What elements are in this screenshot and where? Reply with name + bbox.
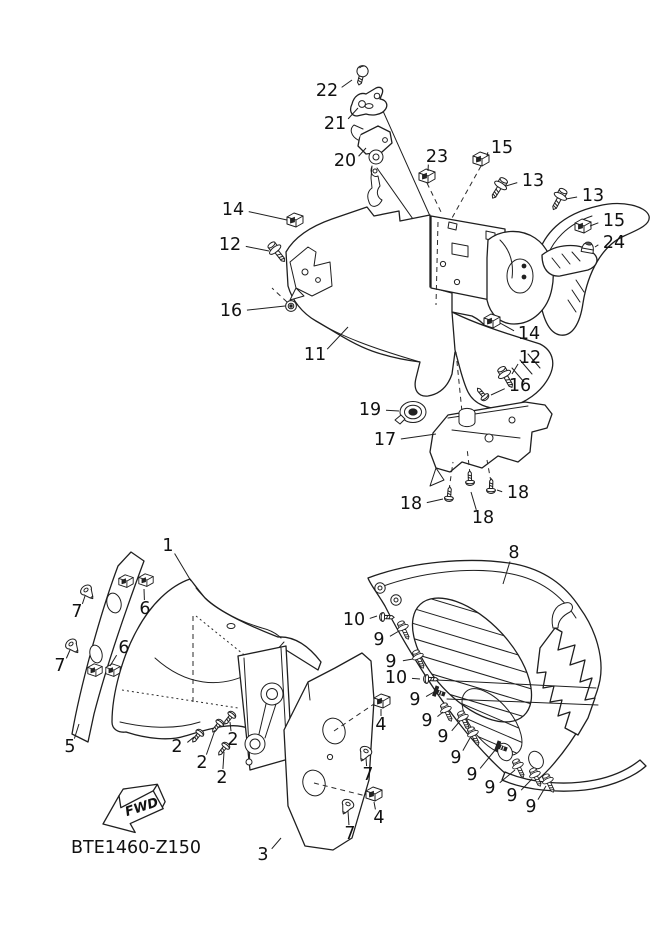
callout-label-14-9: 14 (221, 200, 245, 220)
fastener-screw-7b (64, 637, 83, 656)
callout-label-2-28: 2 (227, 730, 239, 750)
fastener-screw-18c (486, 479, 495, 494)
callout-label-2-29: 2 (196, 753, 208, 773)
callout-label-17-17: 17 (373, 430, 397, 450)
callout-label-9-44: 9 (450, 748, 462, 768)
drawing-code: BTE1460-Z150 (71, 838, 201, 858)
callout-label-9-39: 9 (385, 652, 397, 672)
callout-label-18-19: 18 (506, 483, 530, 503)
callout-label-9-42: 9 (421, 711, 433, 731)
fastener-clip-4a (374, 694, 390, 708)
callout-label-20-2: 20 (333, 151, 357, 171)
callout-label-6-25: 6 (118, 638, 130, 658)
callout-label-7-32: 7 (362, 765, 374, 785)
callout-label-13-5: 13 (521, 171, 545, 191)
callout-label-12-10: 12 (218, 235, 242, 255)
callout-label-4-33: 4 (373, 808, 385, 828)
callout-leader-13-6 (566, 197, 577, 199)
fwd-arrow (95, 778, 172, 841)
callout-label-2-30: 2 (216, 768, 228, 788)
callout-leader-9-44 (463, 738, 470, 751)
callout-label-21-1: 21 (323, 114, 347, 134)
callout-leader-18-19 (497, 490, 502, 492)
fastener-screw-18b (465, 471, 474, 486)
callout-label-3-35: 3 (257, 845, 269, 865)
callout-leader-9-42 (437, 712, 443, 717)
fastener-clip-15a (473, 152, 489, 166)
callout-label-9-48: 9 (525, 797, 537, 817)
grommet-19 (395, 402, 426, 425)
fastener-bolt-13a (487, 175, 511, 202)
callout-leader-2-30 (223, 752, 224, 769)
callout-label-12-14: 12 (518, 348, 542, 368)
callout-label-11-12: 11 (303, 345, 327, 365)
fastener-screw-7a (79, 583, 98, 602)
callout-leader-14-9 (249, 212, 287, 220)
callout-label-10-37: 10 (342, 610, 366, 630)
fastener-clip-6d (106, 664, 120, 677)
callout-label-8-36: 8 (508, 543, 520, 563)
callout-leader-1-21 (175, 554, 191, 581)
callout-label-10-40: 10 (384, 668, 408, 688)
fwd-label: FWD (123, 795, 161, 821)
callout-label-5-26: 5 (64, 737, 76, 757)
fastener-clip-15b (575, 219, 591, 233)
callout-leader-12-10 (246, 246, 269, 251)
callout-label-7-22: 7 (71, 602, 83, 622)
fastener-clip-6b (139, 574, 153, 587)
callout-label-6-23: 6 (139, 599, 151, 619)
bracket-21-drawing (351, 87, 387, 116)
callout-leader-22-0 (342, 80, 352, 87)
mount-bracket-17-drawing (430, 402, 552, 490)
callout-label-9-46: 9 (484, 778, 496, 798)
callout-label-19-16: 19 (358, 400, 382, 420)
callout-label-9-43: 9 (437, 727, 449, 747)
fastener-clip-14a (287, 213, 303, 227)
louver-panel-8-drawing (368, 560, 646, 791)
fastener-clip-14b (484, 314, 500, 328)
callout-label-9-38: 9 (373, 630, 385, 650)
fastener-bolt-13b (547, 186, 570, 213)
callout-label-24-8: 24 (602, 233, 626, 253)
fastener-clip-6c (88, 664, 102, 677)
callout-leader-9-39 (403, 659, 413, 661)
callout-label-18-18: 18 (399, 494, 423, 514)
callout-leader-3-35 (272, 838, 281, 849)
callout-label-9-47: 9 (506, 786, 518, 806)
fastener-clip-4b (366, 787, 382, 801)
callout-leader-18-18 (427, 499, 443, 503)
callout-leader-7-24 (66, 650, 70, 658)
callout-label-2-27: 2 (171, 737, 183, 757)
callout-label-22-0: 22 (315, 81, 339, 101)
callout-label-13-6: 13 (581, 186, 605, 206)
callout-leader-10-37 (370, 616, 377, 618)
callout-label-18-20: 18 (471, 508, 495, 528)
seat-lock-20-drawing (351, 125, 392, 206)
callout-leader-7-22 (82, 596, 85, 604)
callout-leader-13-5 (506, 183, 517, 186)
fender-stay-drawing (238, 646, 292, 770)
callout-label-4-31: 4 (375, 715, 387, 735)
callout-label-14-13: 14 (517, 324, 541, 344)
callout-leader-16-11 (247, 306, 285, 310)
callout-label-15-7: 15 (602, 211, 626, 231)
fastener-screw-18a (444, 486, 454, 501)
fastener-nut-16a (286, 301, 297, 312)
callout-label-7-24: 7 (54, 656, 66, 676)
callout-label-23-3: 23 (425, 147, 449, 167)
fastener-clip-6a (119, 575, 133, 588)
callout-leader-10-40 (412, 678, 420, 679)
callout-label-16-11: 16 (219, 301, 243, 321)
fastener-clip-23 (419, 169, 435, 183)
callout-leader-2-29 (206, 730, 215, 755)
callout-label-9-41: 9 (409, 690, 421, 710)
callout-label-15-4: 15 (490, 138, 514, 158)
callout-label-1-21: 1 (162, 536, 174, 556)
callout-leader-19-16 (386, 410, 399, 411)
callout-leader-9-43 (452, 721, 460, 731)
callout-label-7-34: 7 (344, 824, 356, 844)
fastener-bolt-22 (353, 64, 369, 86)
callout-leader-9-38 (390, 631, 399, 636)
callout-leader-17-17 (401, 434, 436, 439)
callout-label-9-45: 9 (466, 765, 478, 785)
callout-label-16-15: 16 (508, 376, 532, 396)
